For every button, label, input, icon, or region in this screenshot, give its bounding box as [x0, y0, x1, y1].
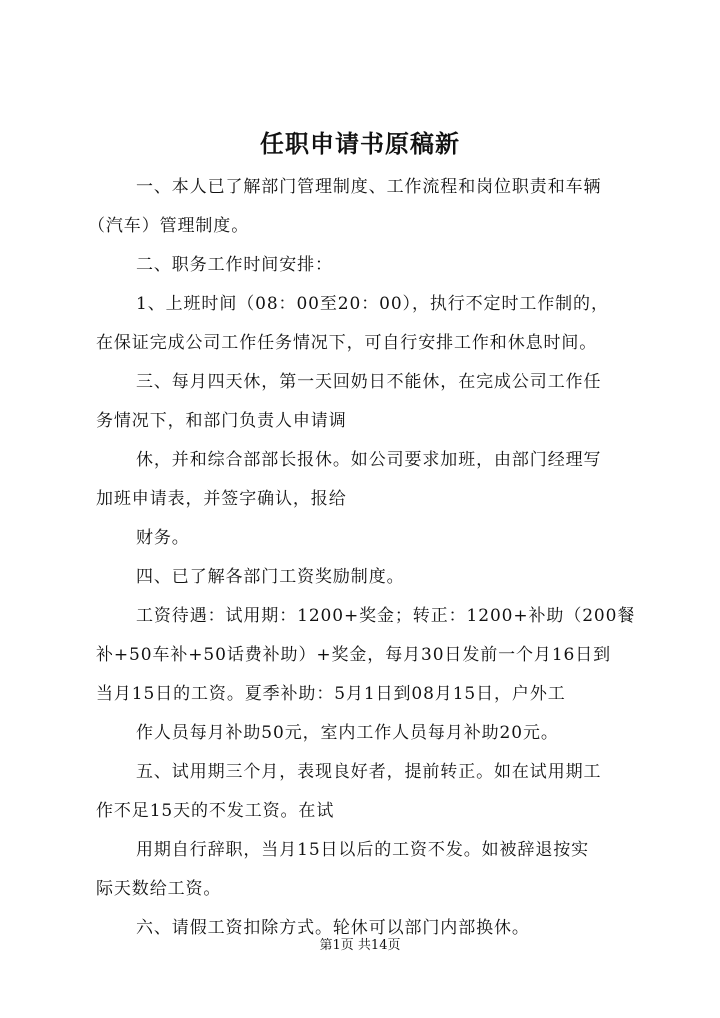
text-line: 五、试用期三个月，表现良好者，提前转正。如在试用期工	[136, 762, 602, 782]
text-line: 补+50车补+50话费补助）+奖金，每月30日发前一个月16日到	[96, 645, 612, 665]
text-line: 在保证完成公司工作任务情况下，可自行安排工作和休息时间。	[96, 333, 598, 353]
document-body	[88, 168, 708, 948]
page-number-footer: 第1页 共14页	[319, 938, 401, 953]
text-line: 作不足15天的不发工资。在试	[96, 801, 335, 821]
text-line: 工资待遇：试用期：1200+奖金；转正：1200+补助（200餐	[136, 606, 636, 626]
text-line: 1、上班时间（08：00至20：00），执行不定时工作制的，	[136, 294, 609, 314]
text-line: 三、每月四天休，第一天回奶日不能休，在完成公司工作任	[136, 372, 602, 392]
text-line: 际天数给工资。	[96, 879, 222, 899]
text-line: （汽车）管理制度。	[88, 216, 250, 236]
text-line: 加班申请表，并签字确认，报给	[96, 489, 347, 509]
text-line: 二、职务工作时间安排：	[136, 255, 333, 275]
text-line: 六、请假工资扣除方式。轮休可以部门内部换休。	[136, 918, 530, 938]
text-line: 一、本人已了解部门管理制度、工作流程和岗位职责和车辆	[136, 177, 602, 197]
text-line: 当月15日的工资。夏季补助：5月1日到08月15日，户外工	[96, 684, 566, 704]
text-line: 四、已了解各部门工资奖励制度。	[136, 567, 405, 587]
page-title: 任职申请书原稿新	[260, 129, 460, 158]
text-line: 务情况下，和部门负责人申请调	[96, 411, 347, 431]
text-line: 财务。	[136, 528, 190, 548]
text-line: 休，并和综合部部长报休。如公司要求加班，由部门经理写	[136, 450, 602, 470]
text-line: 作人员每月补助50元，室内工作人员每月补助20元。	[136, 723, 559, 743]
text-line: 用期自行辞职，当月15日以后的工资不发。如被辞退按实	[136, 840, 590, 860]
